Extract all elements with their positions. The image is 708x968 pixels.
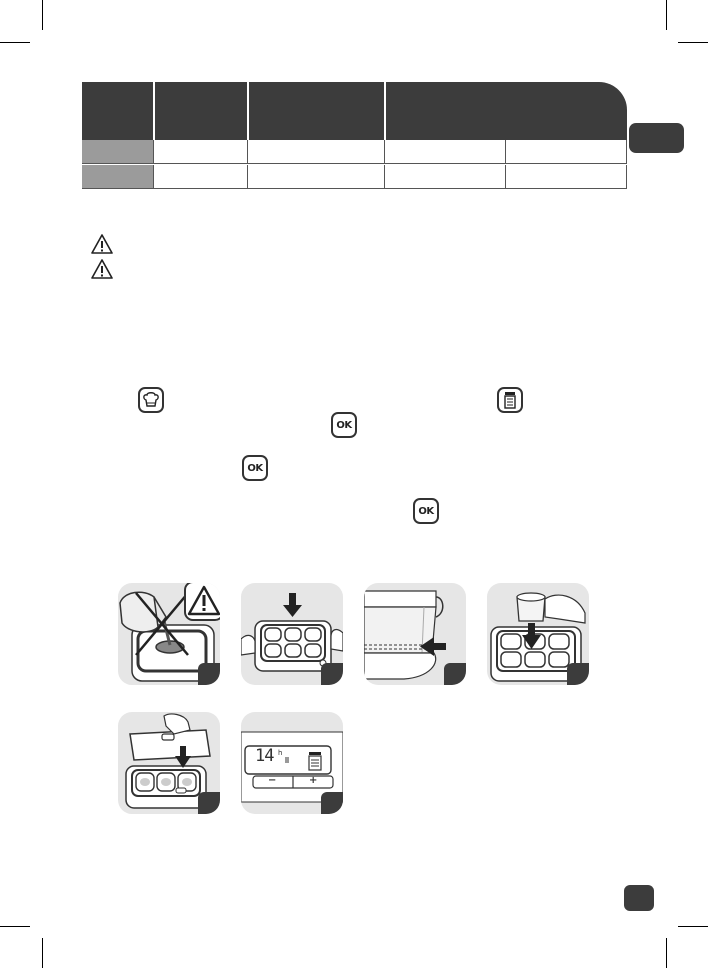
- step-badge: [321, 792, 343, 814]
- chef-hat-icon: [138, 387, 164, 413]
- crop-mark: [666, 0, 667, 30]
- ok-button-icon: [331, 412, 357, 438]
- ok-label: OK: [247, 462, 263, 474]
- step-badge: [198, 792, 220, 814]
- warning-icon: [91, 234, 113, 254]
- step-badge: [321, 663, 343, 685]
- step-badge: [198, 663, 220, 685]
- illustration-close-lid: [118, 712, 220, 814]
- ok-button-icon: [413, 498, 439, 524]
- plus-button: +: [309, 775, 318, 786]
- illustration-water-level: [364, 583, 466, 685]
- crop-mark: [0, 42, 30, 43]
- table-header: [82, 82, 627, 140]
- row-header-cell: [82, 140, 154, 163]
- illustration-pour-jars: [487, 583, 589, 685]
- column-divider: [247, 82, 249, 140]
- ok-label: OK: [418, 505, 434, 517]
- illustration-place-tray: [241, 583, 343, 685]
- warning-icon: [91, 259, 113, 279]
- illustration-no-pouring: [118, 583, 220, 685]
- display-hour-unit: h: [278, 749, 283, 757]
- ok-button-icon: [242, 455, 268, 481]
- illustration-control-panel: [241, 712, 343, 814]
- table-row: [82, 140, 627, 164]
- crop-mark: [666, 938, 667, 968]
- crop-mark: [42, 0, 43, 30]
- page-number-badge: [624, 885, 654, 911]
- step-badge: [567, 663, 589, 685]
- display-time-value: 14: [255, 746, 274, 766]
- minus-button: −: [268, 775, 277, 786]
- table-row: [82, 165, 627, 189]
- column-divider: [153, 82, 155, 140]
- warning-icon: [184, 583, 220, 621]
- step-badge: [444, 663, 466, 685]
- jar-icon: [497, 387, 523, 413]
- ok-label: OK: [336, 419, 352, 431]
- crop-mark: [42, 938, 43, 968]
- language-tab: [629, 123, 684, 153]
- crop-mark: [0, 926, 30, 927]
- crop-mark: [678, 926, 708, 927]
- row-header-cell: [82, 165, 154, 188]
- crop-mark: [678, 42, 708, 43]
- column-divider: [384, 82, 386, 140]
